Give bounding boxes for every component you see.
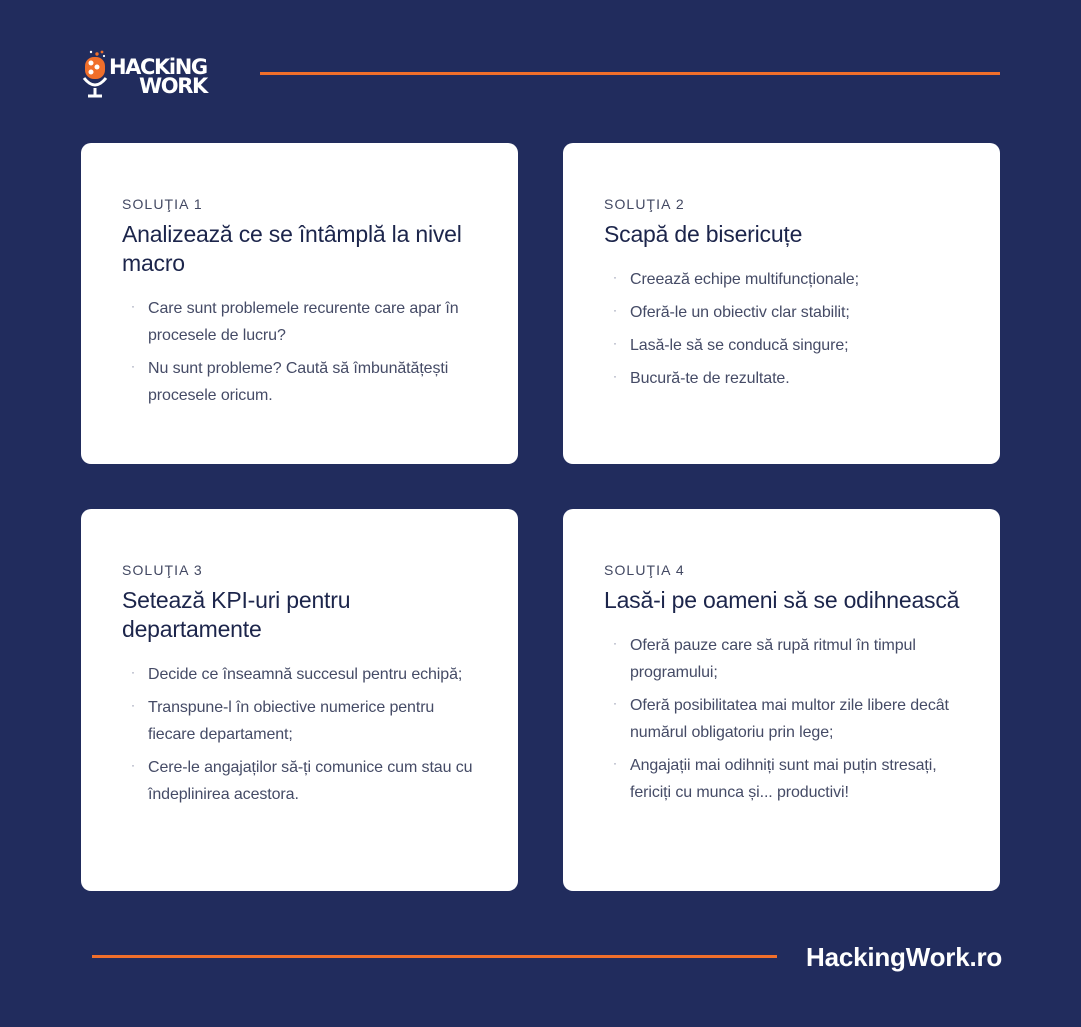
solution-item <box>122 661 478 688</box>
solution-item-text: Nu sunt probleme? Caută să îmbunătățești procesele oricum. <box>148 360 449 404</box>
website-url: HackingWork.ro <box>806 942 1003 972</box>
solution-label: SOLUŢIA 2 <box>604 196 685 212</box>
bottom-divider <box>92 955 777 958</box>
solution-item <box>604 365 960 392</box>
solution-list <box>604 632 960 806</box>
solution-title: Lasă-i pe oameni să se odihnească <box>604 587 960 613</box>
solution-card-2 <box>563 143 1000 464</box>
bullet-dot-icon: · <box>613 636 617 650</box>
bullet-dot-icon: · <box>613 336 617 350</box>
solution-item <box>604 632 960 686</box>
top-divider <box>260 72 1000 75</box>
solution-item-text: Care sunt problemele recurente care apar în procesele de lucru? <box>148 300 459 344</box>
solution-card-3 <box>81 509 518 891</box>
solution-item <box>604 692 960 746</box>
solution-item <box>604 266 960 293</box>
solution-list <box>122 295 478 409</box>
bullet-dot-icon: · <box>613 303 617 317</box>
solution-title: Scapă de bisericuțe <box>604 221 803 247</box>
solution-card-1 <box>81 143 518 464</box>
solution-label: SOLUŢIA 3 <box>122 562 203 578</box>
solution-title: Setează KPI-uri pentru departamente <box>122 587 351 642</box>
solution-item-text: Decide ce înseamnă succesul pentru echipă; <box>148 666 463 683</box>
solution-list <box>122 661 478 808</box>
solution-item-text: Bucură-te de rezultate. <box>630 370 790 387</box>
solution-label: SOLUŢIA 4 <box>604 562 685 578</box>
bullet-dot-icon: · <box>613 756 617 770</box>
logo-line-1: HACKiNG <box>109 55 207 79</box>
solution-card-4 <box>563 509 1000 891</box>
solution-item <box>604 299 960 326</box>
solution-item <box>604 752 960 806</box>
solution-list <box>604 266 960 392</box>
microphone-icon <box>82 48 108 100</box>
bullet-dot-icon: · <box>131 758 135 772</box>
solution-title: Analizează ce se întâmplă la nivel macro <box>122 221 462 276</box>
bullet-dot-icon: · <box>613 270 617 284</box>
solution-item-text: Creează echipe multifuncționale; <box>630 271 859 288</box>
solution-item-text: Oferă-le un obiectiv clar stabilit; <box>630 304 850 321</box>
solution-item-text: Angajații mai odihniți sunt mai puțin stresați, fericiți cu munca și... productivi! <box>630 757 937 801</box>
solution-item <box>122 694 478 748</box>
solution-item-text: Cere-le angajaților să-ți comunice cum stau cu îndeplinirea acestora. <box>148 759 473 803</box>
solution-item <box>604 332 960 359</box>
bullet-dot-icon: · <box>131 359 135 373</box>
bullet-dot-icon: · <box>613 369 617 383</box>
solution-item <box>122 355 478 409</box>
bullet-dot-icon: · <box>131 299 135 313</box>
bullet-dot-icon: · <box>613 696 617 710</box>
bullet-dot-icon: · <box>131 665 135 679</box>
logo-wordmark <box>109 55 219 98</box>
bullet-dot-icon: · <box>131 698 135 712</box>
solution-item-text: Oferă pauze care să rupă ritmul în timpul programului; <box>630 637 916 681</box>
solution-item-text: Lasă-le să se conducă singure; <box>630 337 849 354</box>
logo-line-2: WORK <box>139 74 207 98</box>
solution-item <box>122 754 478 808</box>
solution-item-text: Oferă posibilitatea mai multor zile libere decât numărul obligatoriu prin lege; <box>630 697 949 741</box>
solution-item-text: Transpune-l în obiective numerice pentru fiecare departament; <box>148 699 435 743</box>
solution-item <box>122 295 478 349</box>
solution-label: SOLUŢIA 1 <box>122 196 203 212</box>
hackingwork-logo <box>82 48 222 100</box>
